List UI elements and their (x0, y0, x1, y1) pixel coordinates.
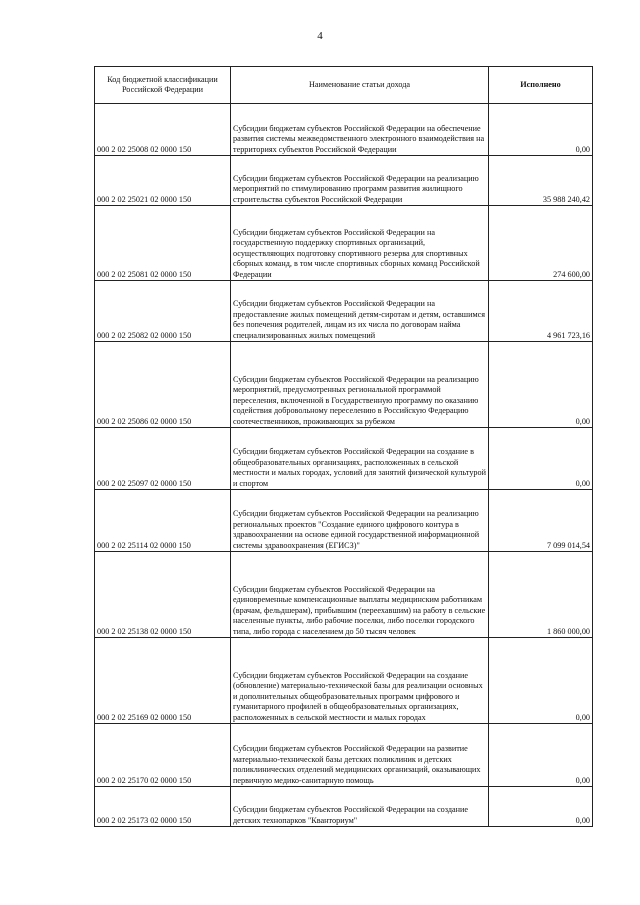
table-row (95, 428, 593, 490)
row-name: Субсидии бюджетам субъектов Российской Федерации на государственную поддержку спортивных организаций, осуществляющих подготовку спортивного резерва для спортивных сборных команд, в том числе спортивных сборных команд Российской Федерации (231, 206, 489, 281)
row-code: 000 2 02 25081 02 0000 150 (95, 206, 231, 281)
row-amount: 0,00 (489, 724, 593, 787)
row-code: 000 2 02 25097 02 0000 150 (95, 428, 231, 490)
row-amount: 274 600,00 (489, 206, 593, 281)
table-row (95, 490, 593, 552)
row-amount: 1 860 000,00 (489, 552, 593, 638)
row-amount: 4 961 723,16 (489, 281, 593, 342)
row-name: Субсидии бюджетам субъектов Российской Федерации на создание (обновление) материально-технической базы для реализации основных и дополнительных общеобразовательных программ цифрового и гуманитарного профилей в общеобразовательных организациях, расположенных в сельской местности и малых городах (231, 638, 489, 724)
table-row (95, 156, 593, 206)
row-code: 000 2 02 25008 02 0000 150 (95, 104, 231, 156)
header-executed: Исполнено (489, 67, 593, 104)
table-row (95, 552, 593, 638)
page-number: 4 (317, 30, 323, 42)
row-amount: 0,00 (489, 104, 593, 156)
row-name: Субсидии бюджетам субъектов Российской Федерации на единовременные компенсационные выплаты медицинским работникам (врачам, фельдшерам), прибывшим (переехавшим) на работу в сельские населенные пункты, либо рабочие поселки, либо поселки городского типа, либо города с населением до 50 тысяч человек (231, 552, 489, 638)
table-row (95, 342, 593, 428)
row-code: 000 2 02 25169 02 0000 150 (95, 638, 231, 724)
row-amount: 0,00 (489, 638, 593, 724)
row-code: 000 2 02 25114 02 0000 150 (95, 490, 231, 552)
row-code: 000 2 02 25173 02 0000 150 (95, 787, 231, 827)
table-header-row (95, 67, 593, 104)
table-row (95, 638, 593, 724)
row-name: Субсидии бюджетам субъектов Российской Федерации на реализацию мероприятий по стимулированию программ развития жилищного строительства субъектов Российской Федерации (231, 156, 489, 206)
row-amount: 35 988 240,42 (489, 156, 593, 206)
row-name: Субсидии бюджетам субъектов Российской Федерации на обеспечение развития системы межведомственного электронного взаимодействия на территориях субъектов Российской Федерации (231, 104, 489, 156)
row-name: Субсидии бюджетам субъектов Российской Федерации на реализацию мероприятий, предусмотренных региональной программой переселения, включенной в Государственную программу по оказанию содействия добровольному переселению в Российскую Федерацию соотечественников, проживающих за рубежом (231, 342, 489, 428)
row-name: Субсидии бюджетам субъектов Российской Федерации на создание детских технопарков "Кванториум" (231, 787, 489, 827)
row-amount: 0,00 (489, 428, 593, 490)
row-code: 000 2 02 25021 02 0000 150 (95, 156, 231, 206)
row-name: Субсидии бюджетам субъектов Российской Федерации на реализацию региональных проектов "Создание единого цифрового контура в здравоохранении на основе единой государственной информационной системы здравоохранения (ЕГИСЗ)" (231, 490, 489, 552)
row-amount: 7 099 014,54 (489, 490, 593, 552)
row-amount: 0,00 (489, 787, 593, 827)
table-row (95, 104, 593, 156)
header-code: Код бюджетной классификации Российской Федерации (95, 67, 231, 104)
table-row (95, 206, 593, 281)
row-code: 000 2 02 25170 02 0000 150 (95, 724, 231, 787)
table-row (95, 281, 593, 342)
row-name: Субсидии бюджетам субъектов Российской Федерации на предоставление жилых помещений детям-сиротам и детям, оставшимся без попечения родителей, лицам из их числа по договорам найма специализированных жилых помещений (231, 281, 489, 342)
table-row (95, 724, 593, 787)
budget-revenue-table (94, 66, 593, 827)
row-amount: 0,00 (489, 342, 593, 428)
row-code: 000 2 02 25086 02 0000 150 (95, 342, 231, 428)
row-name: Субсидии бюджетам субъектов Российской Федерации на создание в общеобразовательных организациях, расположенных в сельской местности и малых городах, условий для занятий физической культурой и спортом (231, 428, 489, 490)
row-code: 000 2 02 25082 02 0000 150 (95, 281, 231, 342)
row-name: Субсидии бюджетам субъектов Российской Федерации на развитие материально-технической базы детских поликлиник и детских поликлинических отделений медицинских организаций, оказывающих первичную медико-санитарную помощь (231, 724, 489, 787)
table-row (95, 787, 593, 827)
header-name: Наименование статьи дохода (231, 67, 489, 104)
row-code: 000 2 02 25138 02 0000 150 (95, 552, 231, 638)
